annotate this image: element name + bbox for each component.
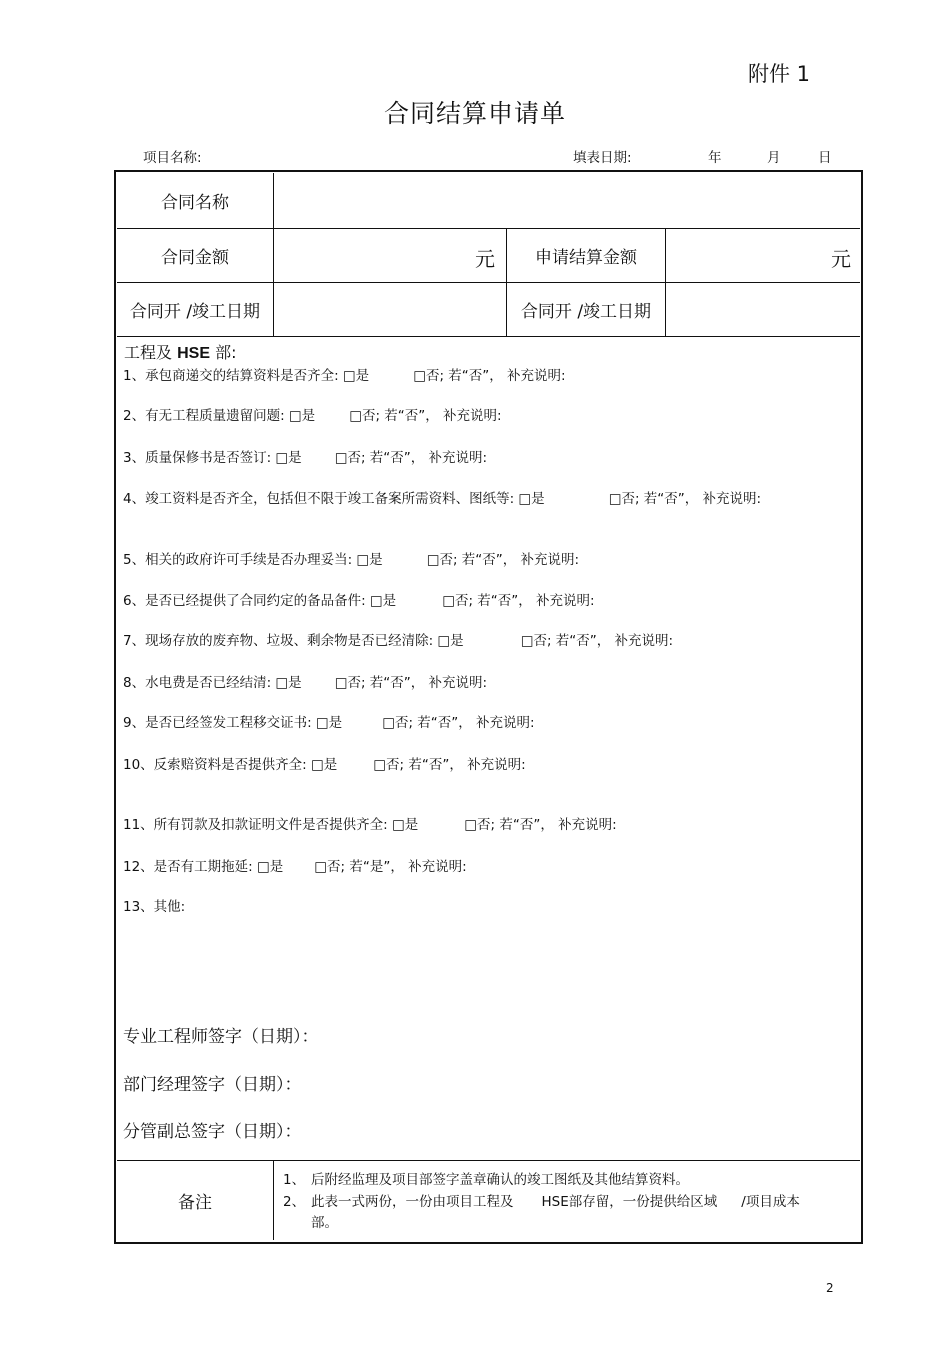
checklist-item: [123, 711, 535, 731]
remark-2-part-c: /项目成本: [741, 1194, 800, 1210]
question-no-option[interactable]: □否; 若“否”， 补充说明:: [608, 491, 762, 507]
page-number: 2: [826, 1281, 834, 1295]
row-divider: [117, 336, 860, 337]
question-text[interactable]: 1、承包商递交的结算资料是否齐全: □是: [123, 368, 370, 384]
question-no-option[interactable]: □否; 若“是”， 补充说明:: [314, 859, 467, 875]
vp-signature-label: 分管副总签字（日期）：: [123, 1122, 302, 1142]
checklist-item: [123, 548, 579, 568]
attachment-label: 附件 1: [748, 62, 811, 86]
question-text[interactable]: 12、是否有工期拖延: □是: [123, 859, 284, 875]
checklist-item: [123, 855, 467, 875]
month-label: 月: [767, 150, 781, 166]
settlement-amount-label: 申请结算金额: [535, 248, 637, 268]
completion-dates-field[interactable]: [666, 283, 859, 336]
checklist-item: [123, 753, 526, 773]
question-no-option[interactable]: □否; 若“否”， 补充说明:: [334, 450, 488, 466]
checklist-item: [123, 404, 502, 424]
question-text[interactable]: 4、竣工资料是否齐全，包括但不限于竣工备案所需资料、图纸等: □是: [123, 491, 545, 507]
engineer-signature-label: 专业工程师签字（日期）：: [123, 1027, 319, 1047]
remark-1-text: 后附经监理及项目部签字盖章确认的竣工图纸及其他结算资料。: [311, 1172, 689, 1188]
contract-name-label: 合同名称: [161, 193, 229, 213]
project-name-label: 项目名称:: [143, 150, 202, 166]
remarks-label: 备注: [178, 1193, 212, 1213]
remark-1-number: 1、: [283, 1172, 306, 1188]
manager-signature-label: 部门经理签字（日期）：: [123, 1075, 302, 1095]
question-no-option[interactable]: □否; 若“否”， 补充说明:: [413, 368, 566, 384]
contract-name-field[interactable]: [274, 173, 859, 228]
year-label: 年: [708, 150, 722, 166]
section-title-bold: HSE: [177, 345, 211, 362]
day-label: 日: [818, 150, 832, 166]
checklist-item: [123, 589, 595, 609]
remark-2-text: [311, 1192, 800, 1212]
question-text[interactable]: 2、有无工程质量遗留问题: □是: [123, 408, 316, 424]
contract-dates-label: 合同开 /竣工日期: [129, 302, 261, 322]
question-no-option[interactable]: □否; 若“否”， 补充说明:: [373, 757, 526, 773]
question-text[interactable]: 7、现场存放的废弃物、垃圾、剩余物是否已经清除: □是: [123, 633, 464, 649]
remark-2-part-a: 此表一式两份，一份由项目工程及: [311, 1194, 514, 1210]
question-no-option[interactable]: □否; 若“否”， 补充说明:: [464, 817, 617, 833]
checklist-item: [123, 446, 487, 466]
question-text[interactable]: 6、是否已经提供了合同约定的备品备件: □是: [123, 593, 397, 609]
question-no-option[interactable]: □否; 若“否”， 补充说明:: [334, 675, 488, 691]
question-no-option[interactable]: □否; 若“否”， 补充说明:: [520, 633, 674, 649]
question-text[interactable]: 5、相关的政府许可手续是否办理妥当: □是: [123, 552, 383, 568]
form-title: 合同结算申请单: [383, 99, 566, 128]
section-title-suffix: 部:: [215, 343, 237, 362]
settlement-amount-unit: 元: [831, 247, 851, 271]
checklist-item: [123, 813, 617, 833]
contract-amount-field[interactable]: [274, 229, 506, 282]
column-divider: [273, 1161, 274, 1240]
fill-date-label: 填表日期:: [573, 150, 632, 166]
completion-dates-label: 合同开 /竣工日期: [520, 302, 652, 322]
question-no-option[interactable]: □否; 若“否”， 补充说明:: [382, 715, 535, 731]
checklist-item: [123, 487, 761, 507]
question-no-option[interactable]: □否; 若“否”， 补充说明:: [426, 552, 580, 568]
question-text[interactable]: 9、是否已经签发工程移交证书: □是: [123, 715, 343, 731]
checklist-item: [123, 364, 566, 384]
checklist-item-other: 13、其他:: [123, 899, 186, 915]
question-no-option[interactable]: □否; 若“否”， 补充说明:: [442, 593, 595, 609]
question-text[interactable]: 8、水电费是否已经结清: □是: [123, 675, 302, 691]
remark-2-number: 2、: [283, 1194, 306, 1210]
question-text[interactable]: 11、所有罚款及扣款证明文件是否提供齐全: □是: [123, 817, 419, 833]
contract-amount-unit: 元: [475, 247, 495, 271]
remark-2-continuation: 部。: [311, 1215, 338, 1231]
question-text[interactable]: 10、反索赔资料是否提供齐全: □是: [123, 757, 338, 773]
remark-2-part-b: HSE部存留，一份提供给区域: [541, 1194, 718, 1210]
question-text[interactable]: 3、质量保修书是否签订: □是: [123, 450, 302, 466]
question-no-option[interactable]: □否; 若“否”， 补充说明:: [349, 408, 502, 424]
section-title-prefix: 工程及: [124, 343, 173, 362]
contract-amount-label: 合同金额: [161, 248, 229, 268]
checklist-item: [123, 671, 487, 691]
checklist-item: [123, 629, 673, 649]
section-title: [124, 340, 237, 363]
contract-dates-field[interactable]: [274, 283, 506, 336]
